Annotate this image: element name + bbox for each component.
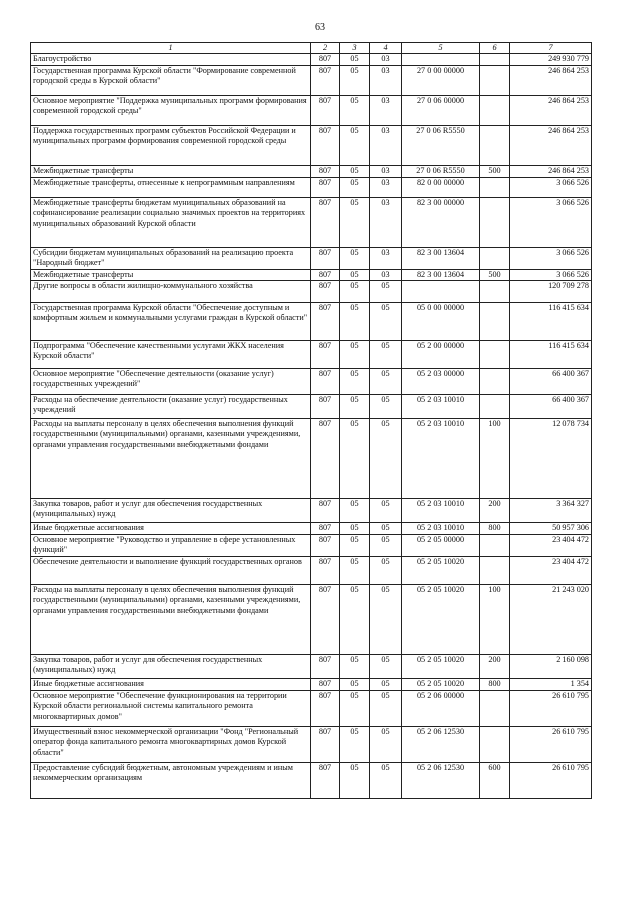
table-row — [31, 165, 592, 177]
target-article-cell — [402, 281, 480, 303]
amount-cell: 246 864 253 — [510, 65, 592, 95]
row-name-cell: Расходы на обеспечение деятельности (оказание услуг) государственных учреждений — [31, 395, 311, 419]
expense-type-cell — [480, 303, 510, 341]
amount-cell: 246 864 253 — [510, 125, 592, 165]
amount-cell: 23 404 472 — [510, 556, 592, 584]
subsection-code-cell: 03 — [370, 165, 402, 177]
table-row — [31, 54, 592, 65]
row-name-cell: Межбюджетные трансферты — [31, 269, 311, 280]
section-code-cell: 05 — [340, 65, 370, 95]
table-row — [31, 535, 592, 557]
section-code-cell: 05 — [340, 535, 370, 557]
expense-type-cell — [480, 54, 510, 65]
ministry-code-cell: 807 — [311, 654, 340, 678]
expense-type-cell: 800 — [480, 678, 510, 690]
ministry-code-cell: 807 — [311, 165, 340, 177]
amount-cell: 120 709 278 — [510, 281, 592, 303]
subsection-code-cell: 05 — [370, 654, 402, 678]
header-cell: 2 — [311, 43, 340, 54]
target-article-cell: 05 2 06 12530 — [402, 726, 480, 762]
amount-cell: 12 078 734 — [510, 419, 592, 499]
expense-type-cell — [480, 247, 510, 269]
subsection-code-cell: 03 — [370, 177, 402, 197]
section-code-cell: 05 — [340, 499, 370, 523]
section-code-cell: 05 — [340, 523, 370, 535]
row-name-cell: Иные бюджетные ассигнования — [31, 523, 311, 535]
ministry-code-cell: 807 — [311, 197, 340, 247]
target-article-cell — [402, 54, 480, 65]
row-name-cell: Обеспечение деятельности и выполнение функций государственных органов — [31, 556, 311, 584]
subsection-code-cell: 03 — [370, 197, 402, 247]
subsection-code-cell: 05 — [370, 556, 402, 584]
amount-cell: 26 610 795 — [510, 762, 592, 798]
table-row — [31, 369, 592, 395]
target-article-cell: 05 2 03 10010 — [402, 523, 480, 535]
subsection-code-cell: 05 — [370, 281, 402, 303]
expense-type-cell: 200 — [480, 499, 510, 523]
table-row — [31, 197, 592, 247]
ministry-code-cell: 807 — [311, 762, 340, 798]
subsection-code-cell: 05 — [370, 690, 402, 726]
amount-cell: 116 415 634 — [510, 341, 592, 369]
target-article-cell: 05 2 05 10020 — [402, 678, 480, 690]
target-article-cell: 05 2 03 10010 — [402, 395, 480, 419]
section-code-cell: 05 — [340, 726, 370, 762]
row-name-cell: Основное мероприятие "Обеспечение функционирования на территории Курской области региональной системы капитального ремонта многоквартирных домов" — [31, 690, 311, 726]
amount-cell: 1 354 — [510, 678, 592, 690]
table-row — [31, 690, 592, 726]
section-code-cell: 05 — [340, 369, 370, 395]
amount-cell: 116 415 634 — [510, 303, 592, 341]
expense-type-cell — [480, 125, 510, 165]
table-row — [31, 95, 592, 125]
ministry-code-cell: 807 — [311, 726, 340, 762]
expense-type-cell: 500 — [480, 269, 510, 280]
header-cell: 1 — [31, 43, 311, 54]
row-name-cell: Расходы на выплаты персоналу в целях обеспечения выполнения функций государственными (муниципальными) органами, казенными учреждениями, органами управления государственными внебюджетными фондами — [31, 419, 311, 499]
subsection-code-cell: 03 — [370, 54, 402, 65]
section-code-cell: 05 — [340, 269, 370, 280]
subsection-code-cell: 05 — [370, 369, 402, 395]
expense-type-cell — [480, 535, 510, 557]
subsection-code-cell: 05 — [370, 303, 402, 341]
table-row — [31, 678, 592, 690]
subsection-code-cell: 05 — [370, 762, 402, 798]
budget-table-container — [30, 42, 591, 799]
target-article-cell: 05 2 05 00000 — [402, 535, 480, 557]
table-row — [31, 499, 592, 523]
target-article-cell: 27 0 06 00000 — [402, 95, 480, 125]
amount-cell: 3 066 526 — [510, 177, 592, 197]
ministry-code-cell: 807 — [311, 369, 340, 395]
section-code-cell: 05 — [340, 54, 370, 65]
table-row — [31, 303, 592, 341]
section-code-cell: 05 — [340, 125, 370, 165]
row-name-cell: Имущественный взнос некоммерческой организации "Фонд "Региональный оператор фонда капитального ремонта многоквартирных домов Курской области" — [31, 726, 311, 762]
ministry-code-cell: 807 — [311, 523, 340, 535]
header-cell: 5 — [402, 43, 480, 54]
subsection-code-cell: 05 — [370, 499, 402, 523]
amount-cell: 249 930 779 — [510, 54, 592, 65]
expense-type-cell — [480, 556, 510, 584]
section-code-cell: 05 — [340, 247, 370, 269]
table-row — [31, 523, 592, 535]
amount-cell: 23 404 472 — [510, 535, 592, 557]
ministry-code-cell: 807 — [311, 281, 340, 303]
ministry-code-cell: 807 — [311, 584, 340, 654]
expense-type-cell — [480, 395, 510, 419]
expense-type-cell — [480, 177, 510, 197]
row-name-cell: Основное мероприятие "Обеспечение деятельности (оказание услуг) государственных учреждений" — [31, 369, 311, 395]
ministry-code-cell: 807 — [311, 65, 340, 95]
table-row — [31, 395, 592, 419]
header-cell: 4 — [370, 43, 402, 54]
section-code-cell: 05 — [340, 177, 370, 197]
table-row — [31, 654, 592, 678]
target-article-cell: 05 2 03 10010 — [402, 499, 480, 523]
amount-cell: 66 400 367 — [510, 369, 592, 395]
subsection-code-cell: 05 — [370, 535, 402, 557]
row-name-cell: Государственная программа Курской области "Обеспечение доступным и комфортным жильем и коммунальными услугами граждан в Курской области" — [31, 303, 311, 341]
amount-cell: 21 243 020 — [510, 584, 592, 654]
row-name-cell: Основное мероприятие "Поддержка муниципальных программ формирования современной городской среды" — [31, 95, 311, 125]
table-row — [31, 269, 592, 280]
row-name-cell: Закупка товаров, работ и услуг для обеспечения государственных (муниципальных) нужд — [31, 654, 311, 678]
target-article-cell: 82 0 00 00000 — [402, 177, 480, 197]
target-article-cell: 05 2 05 10020 — [402, 556, 480, 584]
expense-type-cell: 100 — [480, 584, 510, 654]
amount-cell: 50 957 306 — [510, 523, 592, 535]
amount-cell: 246 864 253 — [510, 95, 592, 125]
ministry-code-cell: 807 — [311, 303, 340, 341]
ministry-code-cell: 807 — [311, 556, 340, 584]
section-code-cell: 05 — [340, 281, 370, 303]
ministry-code-cell: 807 — [311, 690, 340, 726]
subsection-code-cell: 03 — [370, 65, 402, 95]
row-name-cell: Государственная программа Курской области "Формирование современной городской среды в Курской области" — [31, 65, 311, 95]
expense-type-cell: 500 — [480, 165, 510, 177]
amount-cell: 26 610 795 — [510, 690, 592, 726]
ministry-code-cell: 807 — [311, 341, 340, 369]
budget-table — [30, 42, 592, 799]
expense-type-cell — [480, 65, 510, 95]
table-row — [31, 125, 592, 165]
row-name-cell: Расходы на выплаты персоналу в целях обеспечения выполнения функций государственными (муниципальными) органами, казенными учреждениями, органами управления государственными внебюджетными фондами — [31, 584, 311, 654]
section-code-cell: 05 — [340, 303, 370, 341]
section-code-cell: 05 — [340, 584, 370, 654]
section-code-cell: 05 — [340, 395, 370, 419]
target-article-cell: 82 3 00 00000 — [402, 197, 480, 247]
amount-cell: 2 160 098 — [510, 654, 592, 678]
ministry-code-cell: 807 — [311, 499, 340, 523]
expense-type-cell — [480, 369, 510, 395]
ministry-code-cell: 807 — [311, 395, 340, 419]
target-article-cell: 05 2 05 10020 — [402, 654, 480, 678]
table-header-row — [31, 43, 592, 54]
target-article-cell: 05 2 06 12530 — [402, 762, 480, 798]
target-article-cell: 82 3 00 13604 — [402, 269, 480, 280]
ministry-code-cell: 807 — [311, 95, 340, 125]
header-cell: 6 — [480, 43, 510, 54]
subsection-code-cell: 03 — [370, 269, 402, 280]
subsection-code-cell: 05 — [370, 678, 402, 690]
header-cell: 7 — [510, 43, 592, 54]
table-row — [31, 177, 592, 197]
expense-type-cell — [480, 726, 510, 762]
section-code-cell: 05 — [340, 419, 370, 499]
row-name-cell: Субсидии бюджетам муниципальных образований на реализацию проекта "Народный бюджет" — [31, 247, 311, 269]
amount-cell: 3 066 526 — [510, 247, 592, 269]
table-row — [31, 419, 592, 499]
subsection-code-cell: 05 — [370, 584, 402, 654]
row-name-cell: Закупка товаров, работ и услуг для обеспечения государственных (муниципальных) нужд — [31, 499, 311, 523]
ministry-code-cell: 807 — [311, 269, 340, 280]
subsection-code-cell: 05 — [370, 419, 402, 499]
section-code-cell: 05 — [340, 341, 370, 369]
expense-type-cell — [480, 341, 510, 369]
table-row — [31, 584, 592, 654]
ministry-code-cell: 807 — [311, 177, 340, 197]
row-name-cell: Межбюджетные трансферты, отнесенные к непрограммным направлениям — [31, 177, 311, 197]
target-article-cell: 05 2 03 10010 — [402, 419, 480, 499]
expense-type-cell — [480, 281, 510, 303]
expense-type-cell: 200 — [480, 654, 510, 678]
table-row — [31, 556, 592, 584]
amount-cell: 3 066 526 — [510, 269, 592, 280]
table-row — [31, 341, 592, 369]
expense-type-cell: 600 — [480, 762, 510, 798]
amount-cell: 26 610 795 — [510, 726, 592, 762]
expense-type-cell — [480, 197, 510, 247]
target-article-cell: 05 2 03 00000 — [402, 369, 480, 395]
section-code-cell: 05 — [340, 197, 370, 247]
amount-cell: 66 400 367 — [510, 395, 592, 419]
amount-cell: 3 066 526 — [510, 197, 592, 247]
ministry-code-cell: 807 — [311, 678, 340, 690]
table-row — [31, 726, 592, 762]
target-article-cell: 82 3 00 13604 — [402, 247, 480, 269]
header-cell: 3 — [340, 43, 370, 54]
ministry-code-cell: 807 — [311, 419, 340, 499]
expense-type-cell — [480, 690, 510, 726]
section-code-cell: 05 — [340, 165, 370, 177]
row-name-cell: Благоустройство — [31, 54, 311, 65]
expense-type-cell — [480, 95, 510, 125]
section-code-cell: 05 — [340, 762, 370, 798]
subsection-code-cell: 03 — [370, 95, 402, 125]
target-article-cell: 05 2 06 00000 — [402, 690, 480, 726]
amount-cell: 246 864 253 — [510, 165, 592, 177]
section-code-cell: 05 — [340, 690, 370, 726]
table-row — [31, 247, 592, 269]
section-code-cell: 05 — [340, 654, 370, 678]
row-name-cell: Межбюджетные трансферты бюджетам муниципальных образований на софинансирование реализации социально значимых проектов на территориях муниципальных образований Курской области — [31, 197, 311, 247]
expense-type-cell: 800 — [480, 523, 510, 535]
ministry-code-cell: 807 — [311, 247, 340, 269]
row-name-cell: Иные бюджетные ассигнования — [31, 678, 311, 690]
row-name-cell: Межбюджетные трансферты — [31, 165, 311, 177]
subsection-code-cell: 03 — [370, 247, 402, 269]
table-row — [31, 762, 592, 798]
target-article-cell: 27 0 06 R5550 — [402, 165, 480, 177]
target-article-cell: 27 0 06 R5550 — [402, 125, 480, 165]
page-number: 63 — [315, 22, 325, 33]
row-name-cell: Другие вопросы в области жилищно-коммунального хозяйства — [31, 281, 311, 303]
section-code-cell: 05 — [340, 95, 370, 125]
row-name-cell: Подпрограмма "Обеспечение качественными услугами ЖКХ населения Курской области" — [31, 341, 311, 369]
row-name-cell: Поддержка государственных программ субъектов Российской Федерации и муниципальных программ формирования современной городской среды — [31, 125, 311, 165]
section-code-cell: 05 — [340, 556, 370, 584]
subsection-code-cell: 05 — [370, 341, 402, 369]
target-article-cell: 05 0 00 00000 — [402, 303, 480, 341]
subsection-code-cell: 03 — [370, 125, 402, 165]
target-article-cell: 05 2 00 00000 — [402, 341, 480, 369]
amount-cell: 3 364 327 — [510, 499, 592, 523]
target-article-cell: 27 0 00 00000 — [402, 65, 480, 95]
subsection-code-cell: 05 — [370, 726, 402, 762]
expense-type-cell: 100 — [480, 419, 510, 499]
subsection-code-cell: 05 — [370, 395, 402, 419]
target-article-cell: 05 2 05 10020 — [402, 584, 480, 654]
section-code-cell: 05 — [340, 678, 370, 690]
ministry-code-cell: 807 — [311, 535, 340, 557]
table-row — [31, 281, 592, 303]
table-row — [31, 65, 592, 95]
row-name-cell: Предоставление субсидий бюджетным, автономным учреждениям и иным некоммерческим организациям — [31, 762, 311, 798]
row-name-cell: Основное мероприятие "Руководство и управление в сфере установленных функций" — [31, 535, 311, 557]
ministry-code-cell: 807 — [311, 54, 340, 65]
subsection-code-cell: 05 — [370, 523, 402, 535]
ministry-code-cell: 807 — [311, 125, 340, 165]
